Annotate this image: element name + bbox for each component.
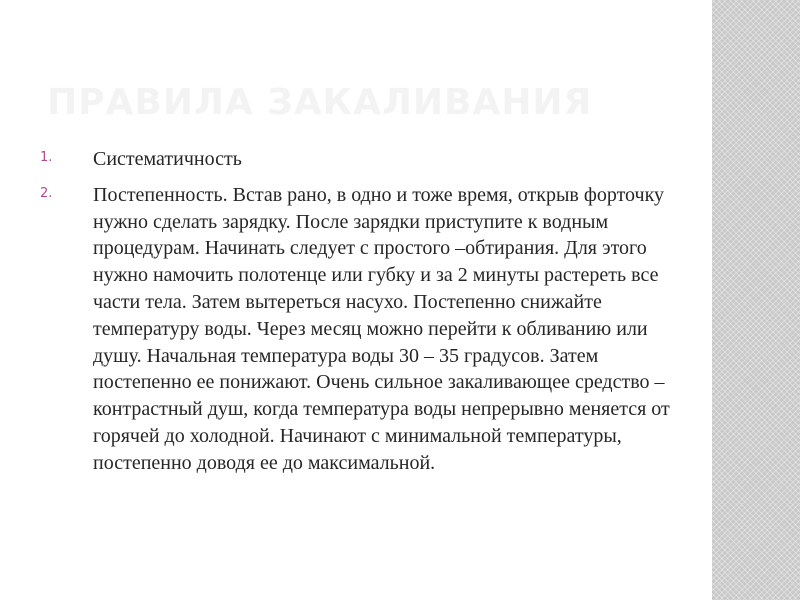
list-item-1 — [40, 146, 680, 173]
list-marker-2: 2. — [40, 185, 53, 201]
rules-list — [40, 146, 680, 486]
list-item-text-2: Постепенность. Встав рано, в одно и тоже время, открыв форточку нужно сделать зарядку. После зарядки приступите к водным процедурам. Начинать следует с простого –обтирания. Для этого нужно намочить полотенце или губку и за 2 минуты растереть все части тела. Затем вытереться насухо. Постепенно снижайте температуру воды. Через месяц можно перейти к обливанию или душу. Начальная температура воды 30 – 35 градусов. Затем постепенно ее понижают. Очень сильное закаливающее средство – контрастный душ, когда температура воды непрерывно меняется от горячей до холодной. Начинают с минимальной температуры, постепенно доводя ее до максимальной. — [93, 183, 670, 474]
list-marker-1: 1. — [40, 150, 53, 165]
list-item-2 — [40, 182, 680, 477]
slide-title: ПРАВИЛА ЗАКАЛИВАНИЯ — [47, 82, 593, 123]
list-item-text-1: Систематичность — [93, 148, 242, 170]
side-stripe-decoration — [712, 0, 800, 600]
